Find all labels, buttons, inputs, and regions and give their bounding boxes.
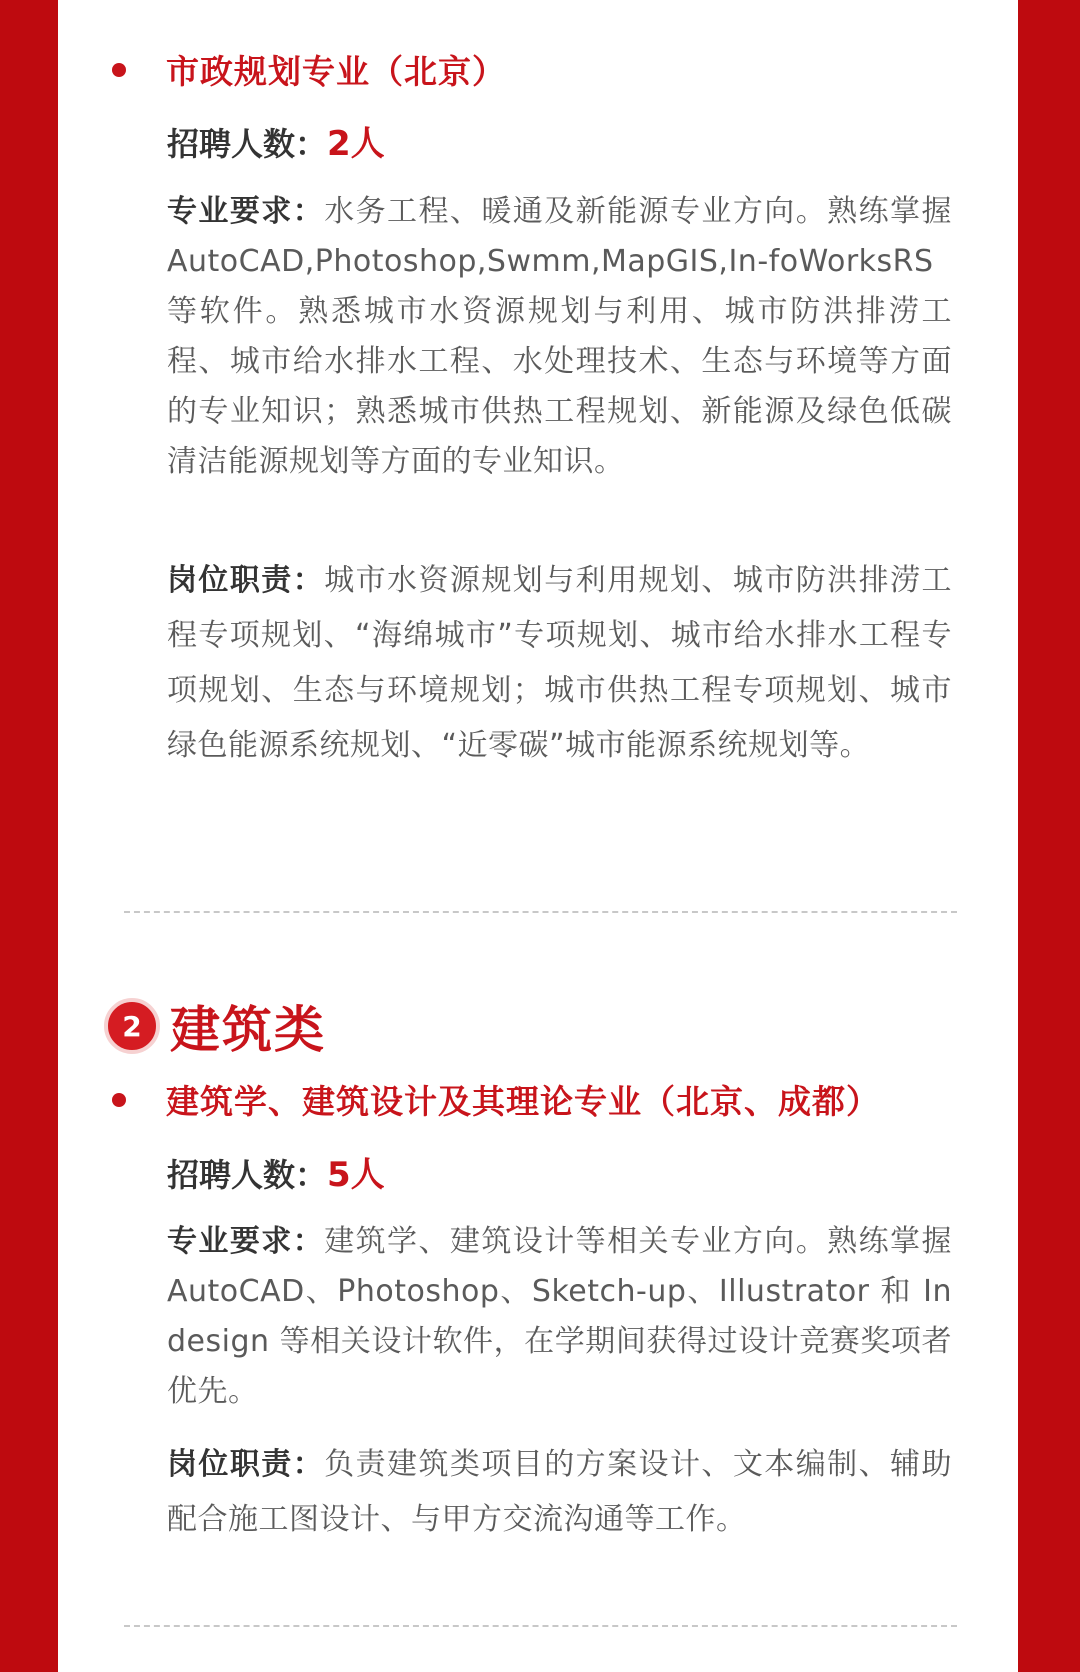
major-requirements: 专业要求：建筑学、建筑设计等相关专业方向。熟练掌握 AutoCAD、Photoshop、Sketch-up、Illustrator 和 Indesign 等相关设计软件，在学期间获得过设计竞赛奖项者优先。 bbox=[167, 1224, 952, 1409]
job-duties: 岗位职责：负责建筑类项目的方案设计、文本编制、辅助配合施工图设计、与甲方交流沟通等工作。 bbox=[167, 1447, 952, 1537]
section-header bbox=[104, 990, 326, 1062]
bullet-dot bbox=[112, 1093, 126, 1107]
major-requirements: 专业要求：水务工程、暖通及新能源专业方向。熟练掌握 AutoCAD,Photoshop,Swmm,MapGIS,In-foWorksRS 等软件。熟悉城市水资源规划与利用、城市防洪排涝工程、城市给水排水工程、水处理技术、生态与环境等方面的专业知识；熟悉城市供热工程规划、新能源及绿色低碳清洁能源规划等方面的专业知识。 bbox=[167, 194, 952, 479]
job-title-architecture: 建筑学、建筑设计及其理论专业（北京、成都） bbox=[122, 1076, 880, 1123]
job-title-municipal: 市政规划专业（北京） bbox=[122, 46, 506, 93]
recruit-count: 招聘人数： 2人 bbox=[167, 124, 385, 164]
left-red-border bbox=[0, 0, 58, 1672]
job-duties: 岗位职责：城市水资源规划与利用规划、城市防洪排涝工程专项规划、“海绵城市”专项规划、城市给水排水工程专项规划、生态与环境规划；城市供热工程专项规划、城市绿色能源系统规划、“近零碳”城市能源系统规划等。 bbox=[167, 563, 952, 763]
dashed-divider bbox=[124, 911, 957, 913]
section-title: 建筑类 bbox=[170, 1001, 326, 1059]
section-number-badge: 2 bbox=[104, 998, 160, 1054]
dashed-divider bbox=[124, 1625, 957, 1627]
recruit-count: 招聘人数： 5人 bbox=[167, 1155, 385, 1195]
right-red-border bbox=[1018, 0, 1080, 1672]
bullet-dot bbox=[112, 63, 126, 77]
